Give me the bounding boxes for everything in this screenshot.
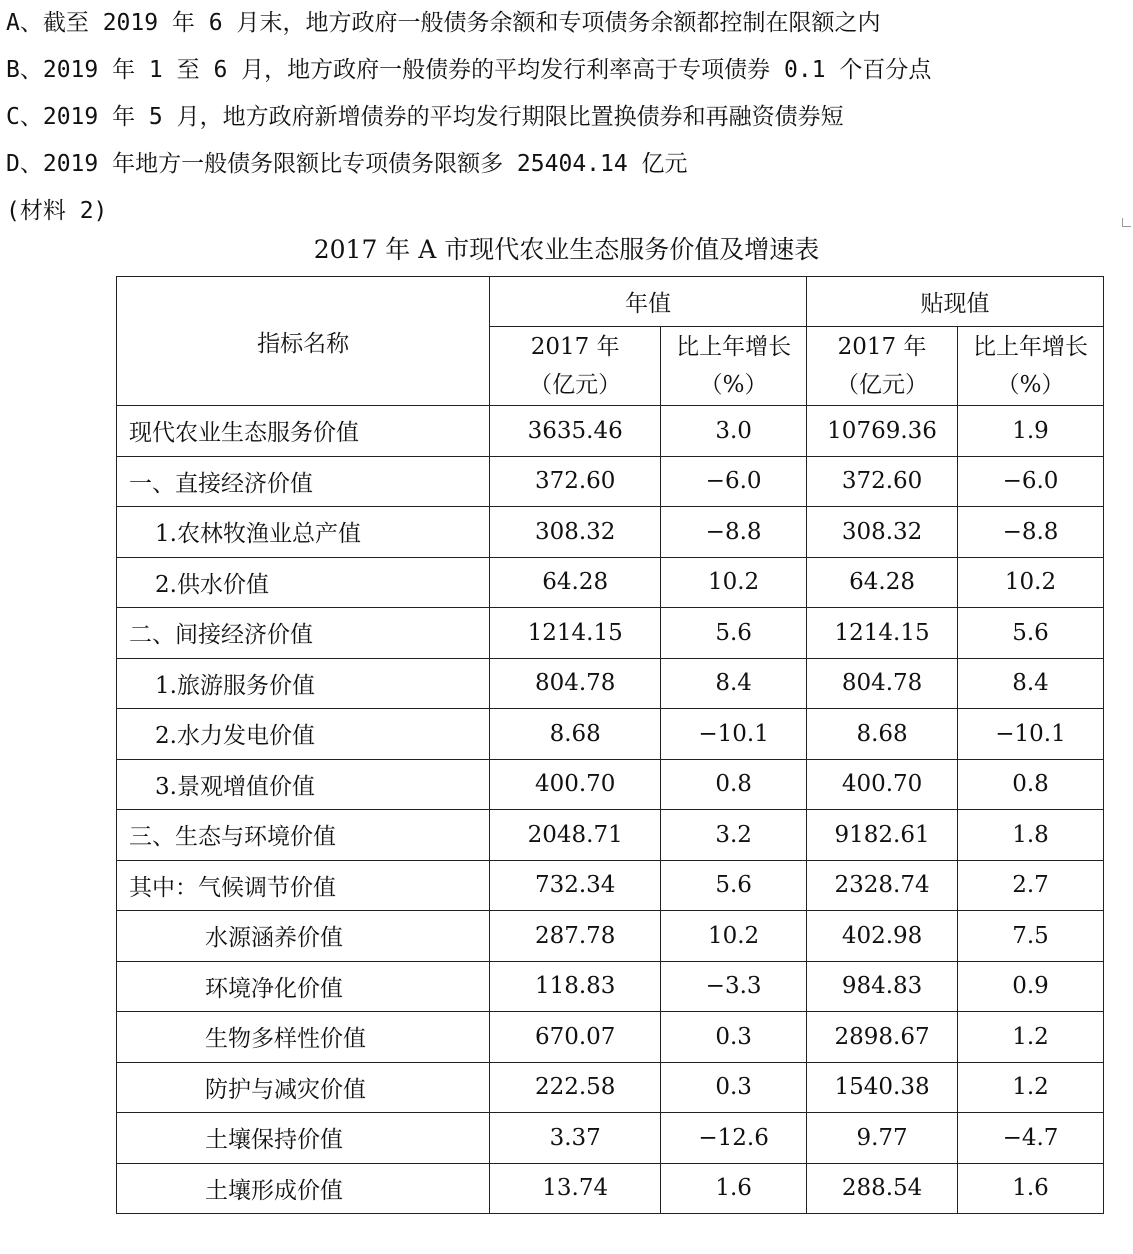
header-discount-growth: [958, 327, 1104, 406]
annual-value-cell: 118.83: [490, 961, 661, 1012]
header-annual-value-line2: （亿元）: [529, 372, 622, 398]
data-table: [116, 276, 1104, 1214]
annual-value-cell: 64.28: [490, 557, 661, 608]
annual-value-cell: 2048.71: [490, 810, 661, 861]
annual-growth-cell: −8.8: [661, 507, 807, 558]
discount-value-cell: 9182.61: [807, 810, 958, 861]
name-header: 指标名称: [117, 277, 490, 406]
paragraph-mark: [1122, 218, 1131, 227]
discount-growth-cell: 1.6: [958, 1163, 1104, 1214]
annual-growth-cell: −12.6: [661, 1113, 807, 1164]
annual-growth-cell: 8.4: [661, 658, 807, 709]
table-row: [117, 1062, 1104, 1113]
annual-growth-cell: 10.2: [661, 911, 807, 962]
header-annual-growth-line1: 比上年增长: [676, 334, 792, 360]
table-row: [117, 860, 1104, 911]
discount-value-cell: 2898.67: [807, 1012, 958, 1063]
annual-growth-cell: 1.6: [661, 1163, 807, 1214]
material-label: (材料 2): [6, 198, 108, 224]
annual-value-cell: 372.60: [490, 456, 661, 507]
table-header-row-1: [117, 277, 1104, 327]
discount-value-cell: 9.77: [807, 1113, 958, 1164]
discount-growth-cell: 8.4: [958, 658, 1104, 709]
discount-growth-cell: 2.7: [958, 860, 1104, 911]
annual-value-cell: 8.68: [490, 709, 661, 760]
annual-growth-cell: 5.6: [661, 608, 807, 659]
table-row: [117, 961, 1104, 1012]
indicator-name-cell: 土壤保持价值: [117, 1113, 490, 1164]
table-row: [117, 658, 1104, 709]
question-options: [6, 0, 1126, 235]
annual-growth-cell: −10.1: [661, 709, 807, 760]
table-row: [117, 1012, 1104, 1063]
discount-growth-cell: 1.8: [958, 810, 1104, 861]
annual-value-cell: 732.34: [490, 860, 661, 911]
annual-growth-cell: −3.3: [661, 961, 807, 1012]
annual-growth-cell: 0.3: [661, 1062, 807, 1113]
annual-value-cell: 13.74: [490, 1163, 661, 1214]
table-row: [117, 608, 1104, 659]
group-header-annual: 年值: [490, 277, 807, 327]
indicator-name-cell: 土壤形成价值: [117, 1163, 490, 1214]
annual-value-cell: 400.70: [490, 759, 661, 810]
table-row: [117, 1113, 1104, 1164]
option-a: A、截至 2019 年 6 月末，地方政府一般债务余额和专项债务余额都控制在限额之内: [6, 10, 881, 36]
discount-value-cell: 288.54: [807, 1163, 958, 1214]
discount-value-cell: 372.60: [807, 456, 958, 507]
indicator-name-cell: 防护与减灾价值: [117, 1062, 490, 1113]
discount-value-cell: 400.70: [807, 759, 958, 810]
annual-growth-cell: 3.2: [661, 810, 807, 861]
header-annual-value: [490, 327, 661, 406]
table-title: 2017 年 A 市现代农业生态服务价值及增速表: [313, 235, 820, 264]
header-annual-value-line1: 2017 年: [530, 334, 620, 360]
option-b: B、2019 年 1 至 6 月，地方政府一般债券的平均发行利率高于专项债券 0.1 个百分点: [6, 57, 932, 83]
annual-value-cell: 308.32: [490, 507, 661, 558]
indicator-name-cell: 2.水力发电价值: [117, 709, 490, 760]
discount-value-cell: 308.32: [807, 507, 958, 558]
discount-value-cell: 2328.74: [807, 860, 958, 911]
indicator-name-cell: 环境净化价值: [117, 961, 490, 1012]
annual-growth-cell: 10.2: [661, 557, 807, 608]
table-row: [117, 759, 1104, 810]
header-discount-value: [807, 327, 958, 406]
discount-growth-cell: 5.6: [958, 608, 1104, 659]
indicator-name-cell: 生物多样性价值: [117, 1012, 490, 1063]
indicator-name-cell: 1.旅游服务价值: [117, 658, 490, 709]
discount-value-cell: 64.28: [807, 557, 958, 608]
header-discount-value-line2: （亿元）: [836, 372, 929, 398]
indicator-name-cell: 二、间接经济价值: [117, 608, 490, 659]
discount-value-cell: 8.68: [807, 709, 958, 760]
annual-value-cell: 287.78: [490, 911, 661, 962]
annual-growth-cell: 3.0: [661, 406, 807, 457]
group-header-discount: 贴现值: [807, 277, 1104, 327]
annual-value-cell: 1214.15: [490, 608, 661, 659]
discount-growth-cell: 0.9: [958, 961, 1104, 1012]
discount-growth-cell: 10.2: [958, 557, 1104, 608]
discount-growth-cell: 7.5: [958, 911, 1104, 962]
discount-value-cell: 984.83: [807, 961, 958, 1012]
table-row: [117, 911, 1104, 962]
option-c: C、2019 年 5 月，地方政府新增债券的平均发行期限比置换债券和再融资债券短: [6, 104, 844, 130]
discount-value-cell: 1540.38: [807, 1062, 958, 1113]
annual-value-cell: 3635.46: [490, 406, 661, 457]
discount-growth-cell: 0.8: [958, 759, 1104, 810]
discount-value-cell: 1214.15: [807, 608, 958, 659]
header-annual-growth: [661, 327, 807, 406]
annual-growth-cell: −6.0: [661, 456, 807, 507]
table-row: [117, 456, 1104, 507]
header-discount-growth-line1: 比上年增长: [973, 334, 1089, 360]
table-row: [117, 406, 1104, 457]
header-annual-growth-line2: （%）: [699, 372, 768, 398]
discount-value-cell: 804.78: [807, 658, 958, 709]
table-row: [117, 507, 1104, 558]
discount-growth-cell: 1.2: [958, 1012, 1104, 1063]
indicator-name-cell: 现代农业生态服务价值: [117, 406, 490, 457]
table-row: [117, 810, 1104, 861]
indicator-name-cell: 2.供水价值: [117, 557, 490, 608]
discount-growth-cell: −10.1: [958, 709, 1104, 760]
discount-growth-cell: 1.9: [958, 406, 1104, 457]
indicator-name-cell: 水源涵养价值: [117, 911, 490, 962]
annual-value-cell: 804.78: [490, 658, 661, 709]
discount-value-cell: 402.98: [807, 911, 958, 962]
discount-growth-cell: −8.8: [958, 507, 1104, 558]
table-row: [117, 1163, 1104, 1214]
annual-growth-cell: 0.3: [661, 1012, 807, 1063]
indicator-name-cell: 3.景观增值价值: [117, 759, 490, 810]
annual-value-cell: 222.58: [490, 1062, 661, 1113]
discount-value-cell: 10769.36: [807, 406, 958, 457]
discount-growth-cell: −4.7: [958, 1113, 1104, 1164]
indicator-name-cell: 其中：气候调节价值: [117, 860, 490, 911]
indicator-name-cell: 三、生态与环境价值: [117, 810, 490, 861]
table-row: [117, 709, 1104, 760]
table-body: [117, 406, 1104, 1214]
annual-value-cell: 3.37: [490, 1113, 661, 1164]
option-d: D、2019 年地方一般债务限额比专项债务限额多 25404.14 亿元: [6, 151, 688, 177]
indicator-name-cell: 一、直接经济价值: [117, 456, 490, 507]
header-discount-value-line1: 2017 年: [837, 334, 927, 360]
table-row: [117, 557, 1104, 608]
header-discount-growth-line2: （%）: [996, 372, 1065, 398]
annual-growth-cell: 0.8: [661, 759, 807, 810]
annual-value-cell: 670.07: [490, 1012, 661, 1063]
discount-growth-cell: −6.0: [958, 456, 1104, 507]
indicator-name-cell: 1.农林牧渔业总产值: [117, 507, 490, 558]
discount-growth-cell: 1.2: [958, 1062, 1104, 1113]
annual-growth-cell: 5.6: [661, 860, 807, 911]
